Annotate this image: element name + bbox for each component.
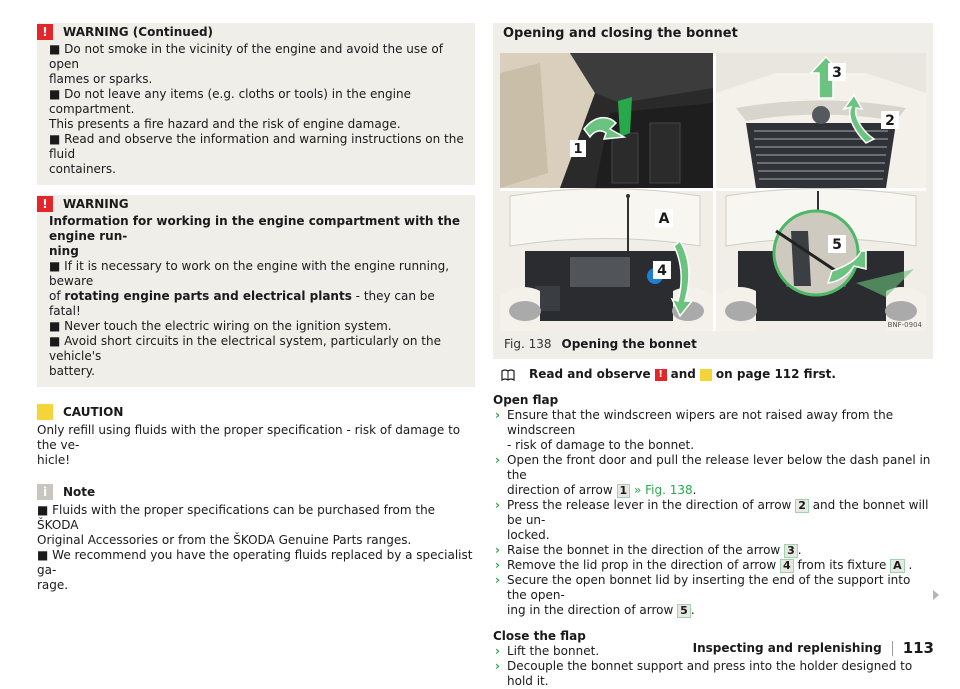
- figure-link[interactable]: » Fig. 138: [634, 483, 693, 497]
- step-text: Secure the open bonnet lid by inserting the end of the support into the open-: [507, 573, 911, 602]
- arrow-key-4: 4: [780, 559, 794, 573]
- text-fragment: .: [692, 483, 697, 497]
- text-line: [49, 289, 465, 319]
- text-fragment: of: [49, 289, 65, 303]
- warning-icon: !: [37, 24, 53, 40]
- warning-box: [37, 195, 475, 387]
- warning-continued-body: [49, 42, 465, 177]
- open-step-4: [493, 543, 933, 558]
- section-title: Opening and closing the bonnet: [493, 23, 933, 45]
- warning-title: WARNING: [63, 196, 129, 211]
- text-line: ■ Fluids with the proper specifications can be purchased from the ŠKODA: [37, 503, 436, 532]
- text-line: ■ Do not leave any items (e.g. cloths or tools) in the engine compartment.: [49, 87, 411, 116]
- warning-continued-title: WARNING (Continued): [63, 24, 214, 39]
- footwell-illustration: [500, 53, 713, 188]
- text-fragment: - they can be fatal!: [49, 289, 435, 318]
- open-step-6: [493, 573, 933, 618]
- figure-panel-lid-prop: [500, 191, 713, 331]
- step-text: Ensure that the windscreen wipers are not raised away from the windscreen: [507, 408, 894, 437]
- caution-icon: [700, 369, 712, 381]
- step-text: Lift the bonnet.: [507, 644, 600, 658]
- text-line: hicle!: [37, 453, 71, 467]
- warning-body: [49, 214, 465, 379]
- warning-continued-box: [37, 23, 475, 185]
- text-line: flames or sparks.: [49, 72, 153, 86]
- text-line: Only refill using fluids with the proper specification - risk of damage to the ve-: [37, 423, 461, 452]
- chevron-right-icon: ›: [495, 453, 500, 467]
- text-fragment: direction of arrow: [507, 483, 613, 497]
- grille-illustration: [716, 53, 926, 188]
- text-line: ■ We recommend you have the operating fluids replaced by a specialist ga-: [37, 548, 473, 577]
- arrow-key-1: 1: [617, 484, 631, 498]
- text-fragment: from its fixture: [797, 558, 887, 572]
- emphasis: rotating engine parts and electrical plants: [64, 289, 352, 303]
- chevron-right-icon: ›: [495, 558, 500, 572]
- step-text: [507, 483, 933, 498]
- open-flap-heading: Open flap: [493, 393, 559, 407]
- text-fragment: .: [797, 543, 802, 557]
- engine-support-illustration: [716, 191, 926, 331]
- figure-title: Opening the bonnet: [561, 337, 697, 351]
- text-line: ■ Avoid short circuits in the electrical system, particularly on the vehicle's: [49, 334, 441, 363]
- open-step-2: [493, 453, 933, 498]
- figure-code: BNF-0904: [887, 321, 922, 329]
- figure-panel-bonnet-release: [716, 53, 926, 188]
- close-flap-heading: Close the flap: [493, 629, 586, 643]
- chevron-right-icon: ›: [495, 644, 500, 658]
- step-text: Decouple the bonnet support and press into the holder designed to hold it.: [507, 659, 913, 688]
- text-fragment: Raise the bonnet in the direction of the arrow: [507, 543, 781, 557]
- caution-header: [37, 404, 475, 420]
- figure-138: [493, 45, 933, 359]
- text-fragment: Remove the lid prop in the direction of arrow: [507, 558, 777, 572]
- chevron-right-icon: ›: [495, 543, 500, 557]
- open-step-1: [493, 408, 933, 453]
- page-footer: [693, 641, 934, 656]
- read-text: Read and observe: [529, 367, 651, 381]
- continued-arrow-icon: [933, 590, 939, 600]
- chevron-right-icon: ›: [495, 659, 500, 673]
- label-3: 3: [832, 65, 842, 81]
- step-text: [507, 543, 933, 558]
- warning-heading-cont: ning: [49, 244, 79, 258]
- read-text: on page 112 first.: [715, 367, 836, 381]
- left-column: [37, 23, 475, 593]
- caution-icon: [37, 404, 53, 420]
- text-fragment: .: [908, 558, 913, 572]
- text-line: ■ If it is necessary to work on the engine with the engine running, beware: [49, 259, 450, 288]
- warning-continued-header: [37, 24, 465, 40]
- chevron-right-icon: ›: [495, 408, 500, 422]
- open-step-3: [493, 498, 933, 543]
- text-line: containers.: [49, 162, 116, 176]
- engine-prop-illustration: [500, 191, 713, 331]
- chevron-right-icon: ›: [495, 573, 500, 587]
- text-fragment: ing in the direction of arrow: [507, 603, 674, 617]
- caution-title: CAUTION: [63, 404, 124, 419]
- chevron-right-icon: ›: [495, 498, 500, 512]
- warning-heading: Information for working in the engine compartment with the engine run-: [49, 214, 461, 243]
- step-text: [507, 558, 933, 573]
- text-line: ■ Read and observe the information and warning instructions on the fluid: [49, 132, 464, 161]
- label-4: 4: [657, 263, 667, 279]
- close-step-2: [493, 659, 933, 689]
- text-fragment: Press the release lever in the direction of arrow: [507, 498, 792, 512]
- arrow-key-2: 2: [795, 499, 809, 513]
- warning-icon: !: [37, 196, 53, 212]
- label-a: A: [658, 211, 670, 227]
- read-and-observe: [493, 367, 933, 382]
- text-fragment: and the bonnet will be un-: [507, 498, 929, 527]
- read-text: and: [670, 367, 696, 381]
- figure-image-grid: [500, 53, 926, 331]
- open-step-5: [493, 558, 933, 573]
- label-5: 5: [832, 237, 842, 253]
- figure-number: Fig. 138: [504, 337, 552, 351]
- label-1: 1: [573, 142, 583, 157]
- text-line: ■ Never touch the electric wiring on the ignition system.: [49, 319, 392, 333]
- fixture-key-a: A: [890, 559, 905, 573]
- chapter-title: Inspecting and replenishing: [692, 641, 882, 655]
- figure-caption: [500, 331, 926, 359]
- text-line: This presents a fire hazard and the risk of engine damage.: [49, 117, 401, 131]
- arrow-key-5: 5: [677, 604, 691, 618]
- step-text: [507, 603, 933, 618]
- label-2: 2: [885, 113, 895, 129]
- arrow-key-3: 3: [784, 544, 798, 558]
- caution-notice: [37, 404, 475, 468]
- step-text: [507, 498, 933, 528]
- text-line: rage.: [37, 578, 69, 592]
- note-body: [37, 503, 475, 593]
- info-icon: i: [37, 484, 53, 500]
- step-text: locked.: [507, 528, 550, 542]
- text-fragment: .: [690, 603, 695, 617]
- book-icon: [501, 369, 515, 381]
- figure-panel-release-lever: [500, 53, 713, 188]
- page-number: 113: [892, 641, 934, 656]
- step-text: - risk of damage to the bonnet.: [507, 438, 695, 452]
- right-column: [493, 23, 933, 689]
- text-line: battery.: [49, 364, 95, 378]
- figure-panel-secure-support: [716, 191, 926, 331]
- step-text: Open the front door and pull the release lever below the dash panel in the: [507, 453, 931, 482]
- warning-icon: !: [655, 369, 667, 381]
- text-line: Original Accessories or from the ŠKODA Genuine Parts ranges.: [37, 533, 412, 547]
- note-notice: [37, 484, 475, 593]
- note-title: Note: [63, 484, 96, 499]
- warning-header: [37, 196, 465, 212]
- text-line: ■ Do not smoke in the vicinity of the engine and avoid the use of open: [49, 42, 443, 71]
- caution-body: [37, 423, 475, 468]
- note-header: [37, 484, 475, 500]
